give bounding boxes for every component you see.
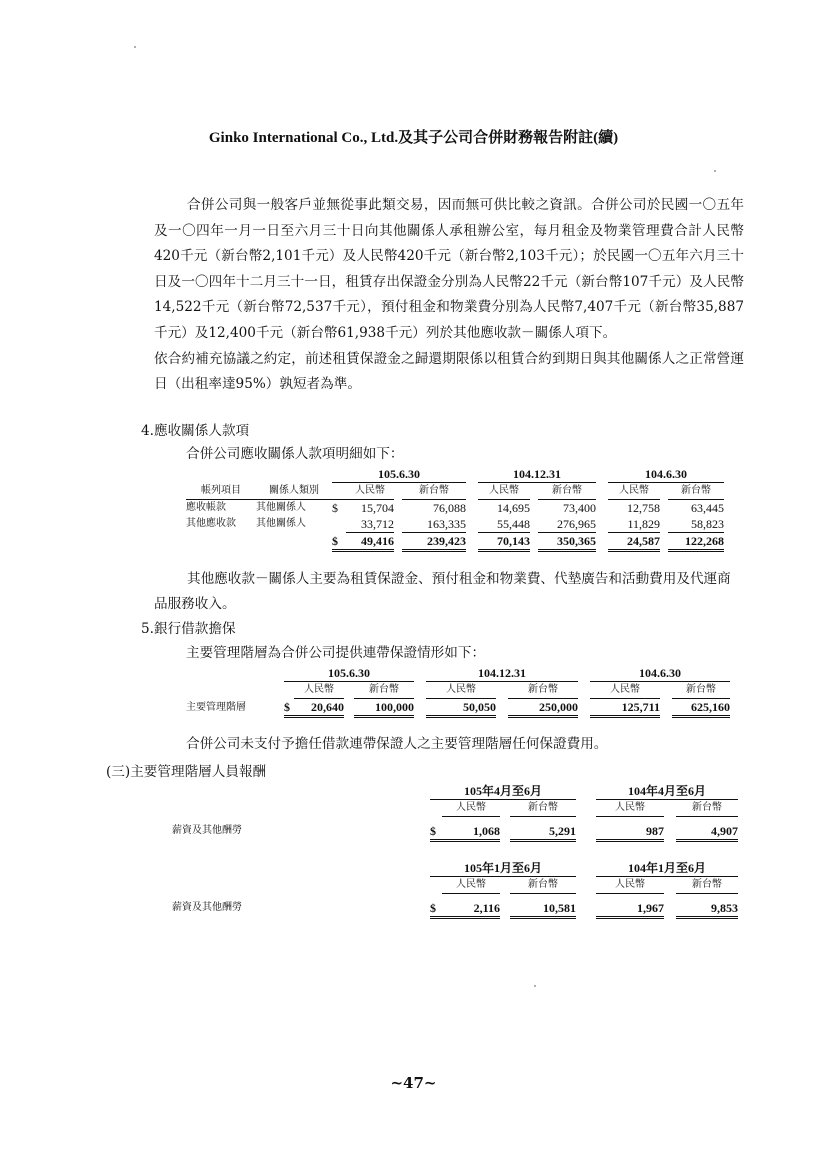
total-value: 70,143 (478, 533, 530, 551)
col-ntd: 新台幣 (538, 483, 596, 500)
receivables-header-row (186, 483, 724, 500)
intro-paragraph-2: 依合約補充協議之約定，前述租賃保證金之歸還期限係以租賃合約到期日與其他關係人之正常營運日（出租率達95%）孰短者為準。 (154, 350, 744, 393)
period-col-1: 105年1月至6月 (430, 860, 576, 877)
guarantee-date-row (186, 665, 730, 682)
total-value: 49,416 (346, 533, 394, 551)
col-rmb: 人民幣 (346, 483, 394, 500)
col-rmb: 人民幣 (608, 483, 660, 500)
col-ntd: 新台幣 (672, 682, 730, 699)
scan-speck (714, 170, 716, 172)
section5-heading: 5.銀行借款擔保 (141, 621, 236, 637)
cell-value: 58,823 (668, 516, 724, 533)
col-ntd: 新台幣 (510, 877, 576, 894)
section5-intro: 主要管理階層為合併公司提供連帶保證情形如下： (186, 645, 486, 661)
table-row (172, 823, 738, 841)
scan-speck (134, 46, 136, 48)
col-rmb: 人民幣 (596, 877, 664, 894)
col-rmb: 人民幣 (442, 800, 500, 817)
intro-paragraph (154, 193, 744, 398)
cell-value: 9,853 (676, 900, 738, 918)
cell-value: 125,711 (590, 699, 660, 717)
section4-intro: 合併公司應收關係人款項明細如下： (186, 446, 404, 462)
period-row (172, 783, 738, 800)
period-row (172, 860, 738, 877)
total-value: 350,365 (538, 533, 596, 551)
cell-value: 55,448 (478, 516, 530, 533)
table-row (186, 516, 724, 533)
dollar-sign: $ (430, 900, 442, 918)
col-category: 關係人類別 (256, 483, 332, 500)
col-rmb: 人民幣 (426, 682, 496, 699)
date-col-2: 104.12.31 (478, 466, 596, 483)
row-label: 主要管理階層 (186, 701, 246, 713)
col-ntd: 新台幣 (508, 682, 578, 699)
guarantee-header-row (186, 682, 730, 699)
table-row (172, 900, 738, 918)
cell-value: 625,160 (672, 699, 730, 717)
row-category: 其他關係人 (256, 518, 306, 530)
col-rmb: 人民幣 (294, 682, 344, 699)
cell-value: 2,116 (442, 900, 500, 918)
section5-note: 合併公司未支付予擔任借款連帶保證人之主要管理階層任何保證費用。 (186, 736, 608, 752)
col-rmb: 人民幣 (596, 800, 664, 817)
scan-speck (534, 985, 536, 987)
currency-row (172, 800, 738, 817)
cell-value: 1,967 (596, 900, 664, 918)
col-rmb: 人民幣 (590, 682, 660, 699)
section4-heading: 4.應收關係人款項 (141, 423, 250, 439)
row-category: 其他關係人 (256, 502, 306, 513)
section4-note: 其他應收款－關係人主要為租賃保證金、預付租金和物業費、代墊廣告和活動費用及代運商品服務收入。 (154, 571, 731, 612)
section3-heading: (三)主要管理階層人員報酬 (106, 764, 267, 780)
col-account: 帳列項目 (186, 483, 256, 500)
col-ntd: 新台幣 (510, 800, 576, 817)
dollar-sign: $ (332, 533, 346, 551)
page-number: ~47~ (390, 1074, 437, 1092)
cell-value: 12,758 (627, 501, 660, 515)
row-account: 其他應收款 (186, 518, 236, 530)
col-ntd: 新台幣 (354, 682, 414, 699)
guarantee-table (186, 665, 730, 718)
cell-value: 987 (596, 823, 664, 841)
row-label: 薪資及其他酬勞 (172, 902, 242, 914)
table-row (186, 500, 724, 517)
period-col-1: 105年4月至6月 (430, 783, 576, 800)
compensation-table-h1 (172, 860, 738, 919)
period-col-2: 104年4月至6月 (596, 783, 738, 800)
cell-value: 73,400 (563, 501, 596, 515)
date-col-2: 104.12.31 (426, 665, 578, 682)
col-ntd: 新台幣 (402, 483, 466, 500)
cell-value: 163,335 (402, 516, 466, 533)
cell-value: 76,088 (433, 501, 466, 515)
period-col-2: 104年1月至6月 (596, 860, 738, 877)
row-account: 應收帳款 (186, 502, 226, 513)
cell-value: 33,712 (346, 516, 394, 533)
col-ntd: 新台幣 (668, 483, 724, 500)
report-title: Ginko International Co., Ltd.及其子公司合併財務報告附註(續) (208, 130, 619, 146)
col-ntd: 新台幣 (676, 877, 738, 894)
total-row (186, 533, 724, 551)
total-value: 239,423 (402, 533, 466, 551)
receivables-date-row (186, 466, 724, 483)
cell-value: 250,000 (508, 699, 578, 717)
dollar-sign (332, 516, 346, 533)
row-label: 薪資及其他酬勞 (172, 825, 242, 837)
date-col-3: 104.6.30 (608, 466, 724, 483)
compensation-table-q2 (172, 783, 738, 842)
receivables-table (186, 466, 724, 552)
cell-value: 4,907 (676, 823, 738, 841)
cell-value: 276,965 (538, 516, 596, 533)
cell-value: 5,291 (510, 823, 576, 841)
currency-row (172, 877, 738, 894)
col-rmb: 人民幣 (478, 483, 530, 500)
table-row (186, 699, 730, 717)
cell-value: 50,050 (426, 699, 496, 717)
cell-value: 20,640 (294, 699, 344, 717)
date-col-1: 105.6.30 (284, 665, 414, 682)
cell-value: 1,068 (442, 823, 500, 841)
cell-value: 14,695 (497, 501, 530, 515)
cell-value: 63,445 (691, 501, 724, 515)
date-col-3: 104.6.30 (590, 665, 730, 682)
cell-value: 15,704 (361, 501, 394, 515)
total-value: 122,268 (668, 533, 724, 551)
dollar-sign: $ (332, 501, 338, 515)
date-col-1: 105.6.30 (332, 466, 466, 483)
intro-paragraph-1: 合併公司與一般客戶並無從事此類交易，因而無可供比較之資訊。合併公司於民國一〇五年及一〇四年一月一日至六月三十日向其他關係人承租辦公室，每月租金及物業管理費合計人民幣420千元（新台幣2,101千元）及人民幣420千元（新台幣2,103千元）；於民國一〇五年六月三十日及一〇四年十二月三十一日，租賃存出保證金分別為人民幣22千元（新台幣107千元）及人民幣14,522千元（新台幣72,537千元），預付租金和物業費分別為人民幣7,407千元（新台幣35,887千元）及12,400千元（新台幣61,938千元）列於其他應收款－關係人項下。 (154, 197, 744, 341)
col-rmb: 人民幣 (442, 877, 500, 894)
dollar-sign: $ (284, 699, 294, 717)
cell-value: 100,000 (354, 699, 414, 717)
cell-value: 10,581 (510, 900, 576, 918)
col-ntd: 新台幣 (676, 800, 738, 817)
dollar-sign: $ (430, 823, 442, 841)
cell-value: 11,829 (608, 516, 660, 533)
total-value: 24,587 (608, 533, 660, 551)
